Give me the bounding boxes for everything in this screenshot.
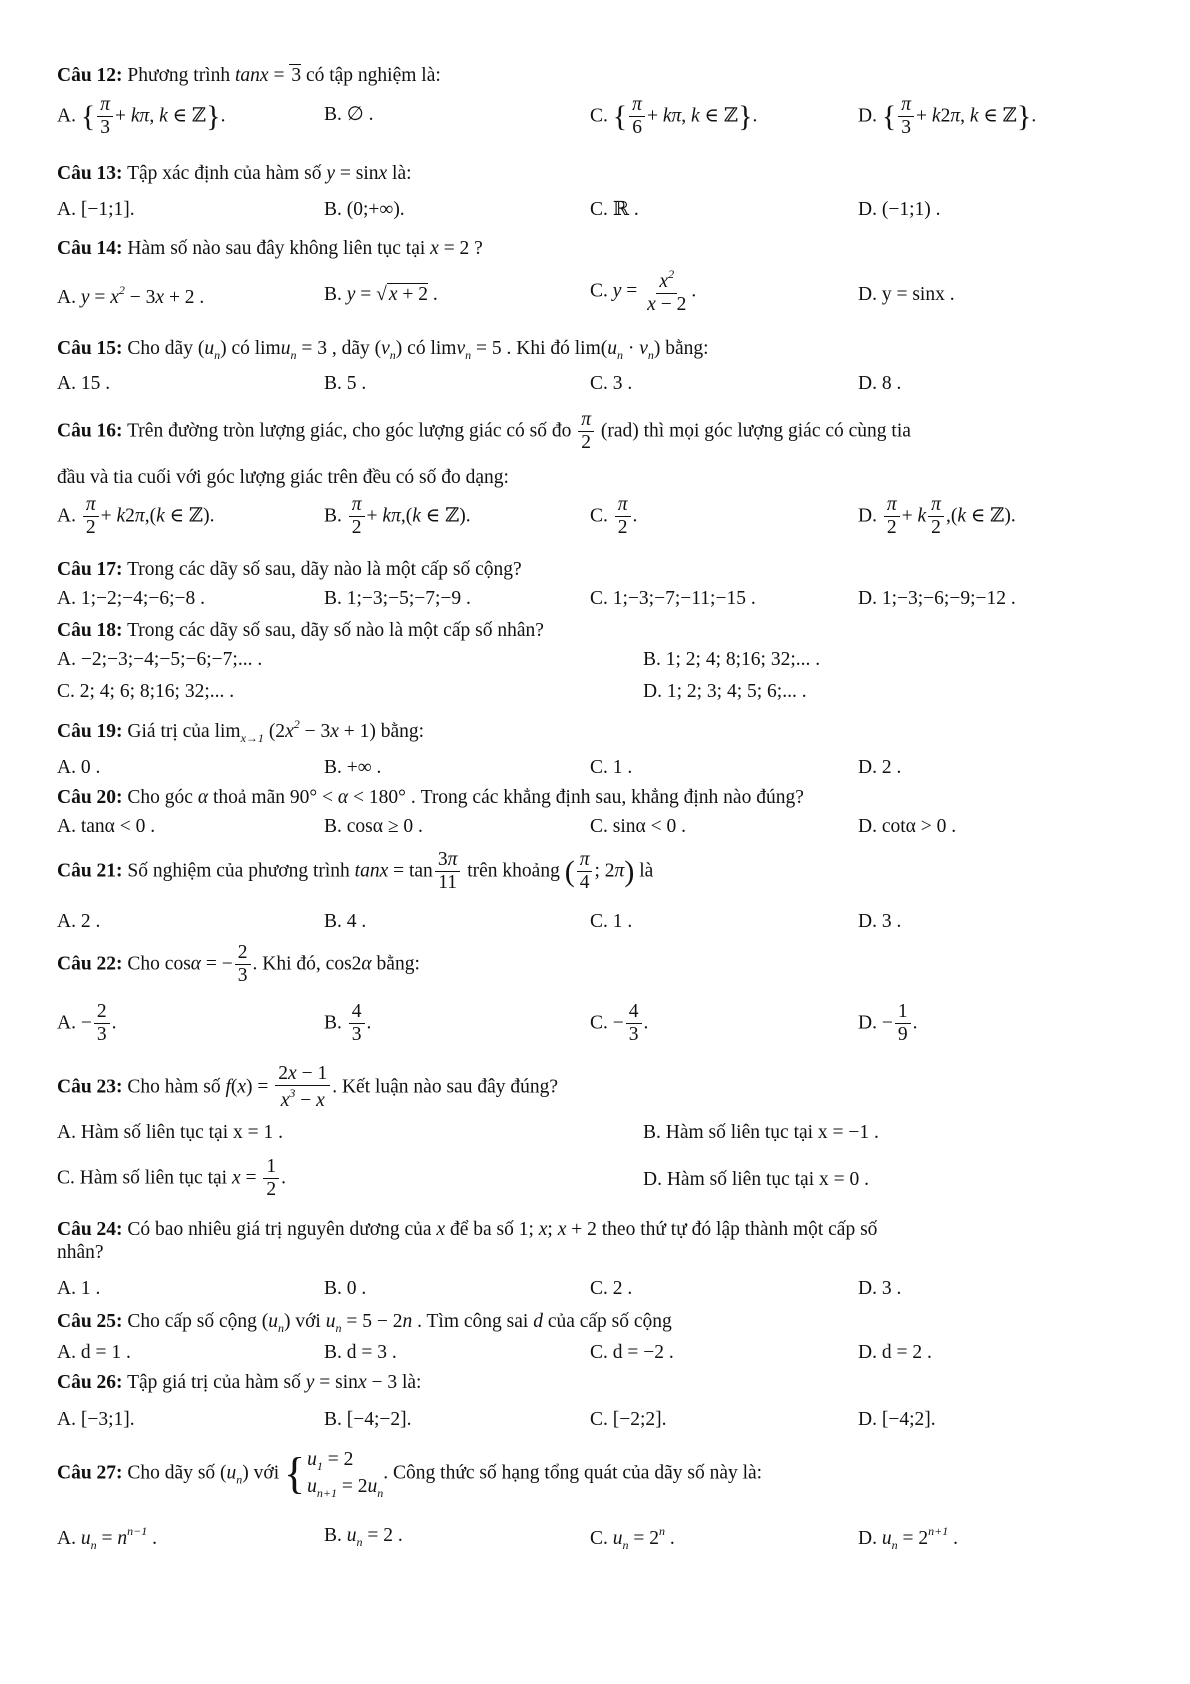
option-c[interactable]: C. ℝ .	[590, 199, 639, 220]
option-a[interactable]: A. [−1;1].	[57, 199, 135, 220]
question-25: Câu 25: Cho cấp số cộng $(u_n)$ với $u_n = 5 - 2n$ . Tìm công sai d của cấp số cộng	[57, 1311, 672, 1335]
question-label: Câu 13:	[57, 163, 123, 184]
option-d[interactable]: D. [−4;2].	[858, 1409, 936, 1430]
question-label: Câu 21:	[57, 860, 123, 882]
question-stem: Trong các dãy số sau, dãy nào là một cấp số cộng?	[127, 559, 522, 580]
option-b[interactable]: B. y = √ x + 2 .	[324, 284, 438, 305]
option-a[interactable]: A. { $\frac{\pi}{3}$ + kπ, k ∈ ℤ}.	[57, 94, 226, 139]
question-22: Câu 22: Cho cosα = − $\frac{2}{3}$ . Khi đó, cos2α bằng:	[57, 942, 420, 987]
question-16-continued: đầu và tia cuối với góc lượng giác trên đều có số đo dạng:	[57, 467, 509, 488]
question-label: Câu 18:	[57, 620, 123, 641]
option-b[interactable]: B. 1; 2; 4; 8;16; 32;... .	[643, 649, 821, 670]
option-d[interactable]: D. 3 .	[858, 911, 902, 932]
question-18	[57, 619, 1137, 642]
question-label: Câu 20:	[57, 787, 123, 808]
option-a[interactable]: A. 1 .	[57, 1278, 101, 1299]
question-20: Câu 20: Cho góc α thoả mãn 90° < α < 180° . Trong các khẳng định sau, khẳng định nào đúng?	[57, 787, 804, 808]
question-17	[57, 558, 1137, 581]
question-label: Câu 26:	[57, 1372, 123, 1393]
option-b[interactable]: B. Hàm số liên tục tại x = −1 .	[643, 1122, 879, 1143]
option-c[interactable]: C. 1;−3;−7;−11;−15 .	[590, 588, 756, 609]
question-label: Câu 27:	[57, 1462, 123, 1484]
option-b[interactable]: B. $\frac{4}{3}$ .	[324, 1001, 372, 1046]
option-d[interactable]: D. { $\frac{\pi}{3}$ + k2π, k ∈ ℤ}.	[858, 94, 1037, 139]
option-c[interactable]: C. sinα < 0 .	[590, 816, 686, 837]
question-label: Câu 23:	[57, 1076, 123, 1098]
option-c[interactable]: C. d = −2 .	[590, 1342, 674, 1363]
question-label: Câu 19:	[57, 721, 123, 742]
option-a[interactable]: A. tanα < 0 .	[57, 816, 156, 837]
recurrence-system: { $u_1 = 2$ $u_{n+1} = 2u_n$	[284, 1449, 384, 1501]
option-d[interactable]: D. d = 2 .	[858, 1342, 932, 1363]
option-d[interactable]: D. Hàm số liên tục tại x = 0 .	[643, 1169, 870, 1190]
option-a[interactable]: A. $y = x^2 - 3x + 2$ .	[57, 283, 205, 308]
option-c[interactable]: C. [−2;2].	[590, 1409, 667, 1430]
option-b[interactable]: B. 5 .	[324, 373, 367, 394]
option-d[interactable]: D. 2 .	[858, 757, 902, 778]
question-label: Câu 16:	[57, 420, 123, 442]
question-19: Câu 19: Giá trị của $\lim_{x\to 1} (2x^2 - 3x + 1)$ bằng:	[57, 717, 425, 745]
option-c[interactable]: C. 2 .	[590, 1278, 633, 1299]
option-b[interactable]: B. 0 .	[324, 1278, 367, 1299]
question-label: Câu 17:	[57, 559, 123, 580]
option-a[interactable]: A. 2 .	[57, 911, 101, 932]
option-d[interactable]: D. cotα > 0 .	[858, 816, 957, 837]
option-b[interactable]: B. cosα ≥ 0 .	[324, 816, 423, 837]
option-a[interactable]: A. d = 1 .	[57, 1342, 131, 1363]
option-c[interactable]: C. $u_n = 2^n$ .	[590, 1524, 675, 1552]
option-b[interactable]: B. [−4;−2].	[324, 1409, 412, 1430]
option-c[interactable]: C. 1 .	[590, 911, 633, 932]
option-a[interactable]: A. Hàm số liên tục tại x = 1 .	[57, 1122, 284, 1143]
option-b[interactable]: B. 4 .	[324, 911, 367, 932]
question-13: Câu 13: Tập xác định của hàm số y = sinx là:	[57, 163, 412, 184]
option-c[interactable]: C. − $\frac{4}{3}$ .	[590, 1001, 649, 1046]
question-21: Câu 21: Số nghiệm của phương trình tanx = tan $\frac{3\pi}{11}$ trên khoảng ( $\frac{\pi}{4}$ ; 2π) là	[57, 849, 654, 894]
option-d[interactable]: D. 1; 2; 3; 4; 5; 6;... .	[643, 681, 807, 702]
question-12: Câu 12: Phương trình tanx = 3 có tập nghiệm là:	[57, 65, 441, 86]
question-stem: Trong các dãy số sau, dãy số nào là một cấp số nhân?	[127, 620, 544, 641]
option-c[interactable]: C. y = $\frac{x^2}{x - 2}$ .	[590, 267, 697, 316]
question-label: Câu 22:	[57, 953, 123, 975]
question-23: Câu 23: Cho hàm số f(x) = $\frac{2x - 1}{x^3 - x}$ . Kết luận nào sau đây đúng?	[57, 1063, 559, 1112]
option-a[interactable]: A. $u_n = n^{n-1}$ .	[57, 1524, 157, 1552]
question-27: Câu 27: Cho dãy số $(u_n)$ với { $u_1 = 2$ $u_{n+1} = 2u_n$ . Công thức số hạng tổng quát của dãy số này là:	[57, 1449, 763, 1501]
option-b[interactable]: B. +∞ .	[324, 757, 382, 778]
option-b[interactable]: B. $\frac{\pi}{2}$ + kπ,(k ∈ ℤ).	[324, 494, 471, 539]
option-c[interactable]: C. $\frac{\pi}{2}$ .	[590, 494, 638, 539]
option-d[interactable]: D. $\frac{\pi}{2}$ + k $\frac{\pi}{2}$ ,(k ∈ ℤ).	[858, 494, 1016, 539]
option-d[interactable]: D. 1;−3;−6;−9;−12 .	[858, 588, 1016, 609]
option-a[interactable]: A. − $\frac{2}{3}$ .	[57, 1001, 117, 1046]
question-label: Câu 14:	[57, 238, 123, 259]
option-a[interactable]: A. −2;−3;−4;−5;−6;−7;... .	[57, 649, 263, 670]
option-d[interactable]: D. $u_n = 2^{n+1}$ .	[858, 1524, 958, 1552]
option-a[interactable]: A. [−3;1].	[57, 1409, 135, 1430]
option-d[interactable]: D. (−1;1) .	[858, 199, 941, 220]
option-b[interactable]: B. $u_n = 2$ .	[324, 1525, 403, 1549]
question-label: Câu 12:	[57, 65, 123, 86]
question-26: Câu 26: Tập giá trị của hàm số y = sinx − 3 là:	[57, 1372, 422, 1393]
question-14: Câu 14: Hàm số nào sau đây không liên tục tại x = 2 ?	[57, 238, 483, 259]
option-c[interactable]: C. Hàm số liên tục tại x = $\frac{1}{2}$ .	[57, 1156, 286, 1201]
option-c[interactable]: C. 1 .	[590, 757, 633, 778]
option-a[interactable]: A. 15 .	[57, 373, 111, 394]
option-b[interactable]: B. d = 3 .	[324, 1342, 397, 1363]
option-d[interactable]: D. y = sinx .	[858, 284, 955, 305]
question-15: Câu 15: Cho dãy $(u_n)$ có limu$_n$ = 3 , dãy $(v_n)$ có limv$_n$ = 5 . Khi đó $\lim(u_n \cdot v_n)$ bằng:	[57, 338, 709, 362]
option-a[interactable]: A. 1;−2;−4;−6;−8 .	[57, 588, 205, 609]
option-b[interactable]: B. (0;+∞).	[324, 199, 405, 220]
option-c[interactable]: C. 2; 4; 6; 8;16; 32;... .	[57, 681, 235, 702]
option-b[interactable]: B. 1;−3;−5;−7;−9 .	[324, 588, 471, 609]
option-b[interactable]: B. ∅ .	[324, 104, 374, 125]
question-label: Câu 24:	[57, 1219, 123, 1240]
question-24: Câu 24: Có bao nhiêu giá trị nguyên dương của x để ba số 1; x; x + 2 theo thứ tự đó lập thành một cấp số nhân?	[57, 1219, 878, 1264]
option-c[interactable]: C. { $\frac{\pi}{6}$ + kπ, k ∈ ℤ}.	[590, 94, 758, 139]
option-d[interactable]: D. 3 .	[858, 1278, 902, 1299]
option-a[interactable]: A. $\frac{\pi}{2}$ + k2π,(k ∈ ℤ).	[57, 494, 215, 539]
question-label: Câu 15:	[57, 338, 123, 359]
option-c[interactable]: C. 3 .	[590, 373, 633, 394]
question-16: Câu 16: Trên đường tròn lượng giác, cho góc lượng giác có số đo $\frac{\pi}{2}$ (rad) thì mọi góc lượng giác có cùng tia	[57, 409, 911, 454]
option-a[interactable]: A. 0 .	[57, 757, 101, 778]
option-d[interactable]: D. − $\frac{1}{9}$ .	[858, 1001, 918, 1046]
question-label: Câu 25:	[57, 1311, 123, 1332]
option-d[interactable]: D. 8 .	[858, 373, 902, 394]
